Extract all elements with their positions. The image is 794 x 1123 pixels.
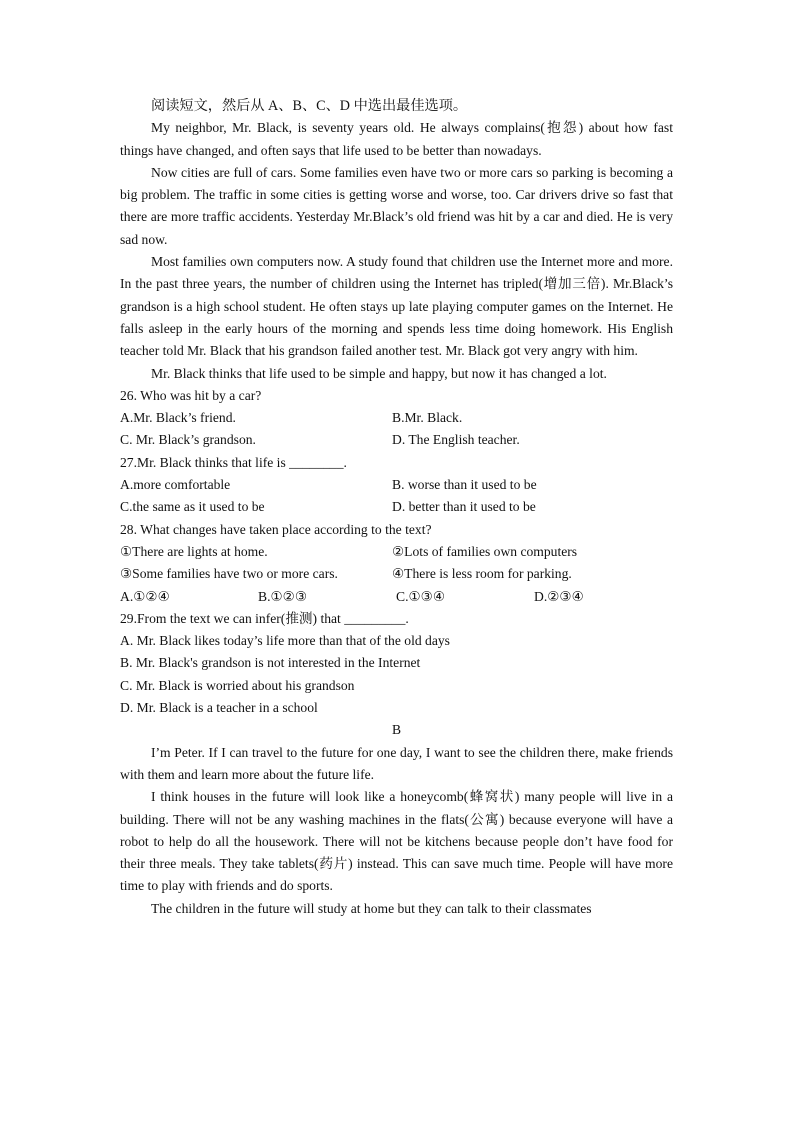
option-b: B.①②③ [258,588,308,604]
question-28 [120,519,673,608]
statement-3: ③Some families have two or more cars. [120,566,338,582]
option-d: D. better than it used to be [392,499,536,515]
statement-2: ②Lots of families own computers [392,543,578,559]
section-b-label: B [391,722,402,738]
option-b: B. worse than it used to be [392,477,537,493]
passage-a-paragraph-2: Now cities are full of cars. Some families even have two or more cars so parking is becoming a big problem. The traffic in some cities is getting worse and worse, too. Car drivers drive so fast that there are more traffic accidents. Yesterday Mr.Black’s old friend was hit by a car and died. He is very sad now. [120,164,673,247]
option-a: A. Mr. Black likes today’s life more than that of the old days [120,633,450,649]
option-c: C.the same as it used to be [120,499,265,515]
option-d: D. Mr. Black is a teacher in a school [120,700,318,716]
option-a: A.①②④ [120,588,170,604]
question-29 [120,608,673,719]
question-stem: 28. What changes have taken place according to the text? [120,521,432,537]
question-27 [120,452,673,519]
option-a: A.Mr. Black’s friend. [120,410,236,426]
option-b: B.Mr. Black. [392,410,463,426]
question-stem: 29.From the text we can infer(推测) that _________. [120,610,409,626]
passage-a-paragraph-3: Most families own computers now. A study found that children use the Internet more and more. In the past three years, the number of children using the Internet has tripled(增加三倍). Mr.Black’s grandson is a high school student. He often stays up late playing computer games on the Internet. He falls asleep in the early hours of the morning and spends less time doing homework. His English teacher told Mr. Black that his grandson failed another test. Mr. Black got very angry with him. [120,254,673,359]
statement-1: ①There are lights at home. [120,543,268,559]
question-stem: 27.Mr. Black thinks that life is ________. [120,454,347,470]
option-c: C. Mr. Black is worried about his grandson [120,677,355,693]
question-26 [120,385,673,452]
passage-a-paragraph-4: Mr. Black thinks that life used to be simple and happy, but now it has changed a lot. [151,365,607,381]
passage-b-paragraph-1: I’m Peter. If I can travel to the future for one day, I want to see the children there, make friends with them and learn more about the future life. [120,744,673,782]
passage-b-paragraph-2: I think houses in the future will look like a honeycomb(蜂窝状) many people will live in a building. There will not be any washing machines in the flats(公寓) because everyone will have a robot to help do all the housework. There will not be kitchens because people don’t have food for their three meals. They take tablets(药片) instead. This can save much time. People will have more time to play with friends and do sports. [120,789,673,894]
question-stem: 26. Who was hit by a car? [120,387,262,403]
option-d: D. The English teacher. [392,432,520,448]
passage-b-paragraph-3: The children in the future will study at home but they can talk to their classmates [151,900,592,916]
passage-a-paragraph-1: My neighbor, Mr. Black, is seventy years old. He always complains(抱怨) about how fast things have changed, and often says that life used to be better than nowadays. [120,120,673,158]
statement-4: ④There is less room for parking. [392,566,572,582]
option-b: B. Mr. Black's grandson is not interested in the Internet [120,655,421,671]
instruction-heading: 阅读短文，然后从 A、B、C、D 中选出最佳选项。 [151,98,468,114]
option-a: A.more comfortable [120,477,231,493]
document-page [120,95,673,920]
option-c: C.①③④ [396,588,446,604]
option-d: D.②③④ [534,588,584,604]
option-c: C. Mr. Black’s grandson. [120,432,256,448]
